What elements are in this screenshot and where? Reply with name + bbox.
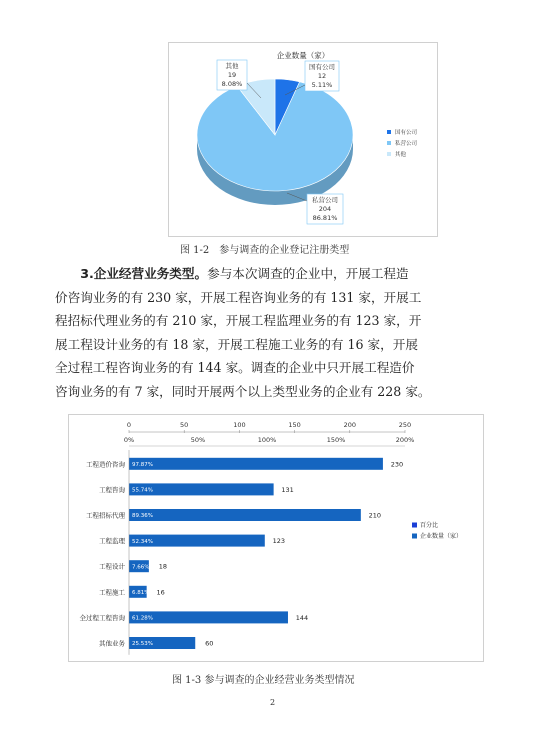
percent-data-label: 89.36% bbox=[132, 513, 153, 520]
paragraph-line-3: 程招标代理业务的有 210 家，开展工程监理业务的有 123 家，开 bbox=[55, 313, 422, 329]
count-data-label: 144 bbox=[295, 613, 309, 622]
svg-text:204: 204 bbox=[318, 205, 332, 213]
pie-chart-frame bbox=[168, 42, 438, 237]
page-number: 2 bbox=[270, 698, 276, 707]
count-data-label: 123 bbox=[272, 537, 286, 546]
percent-data-label: 6.81% bbox=[132, 590, 150, 596]
figure-caption-1-2: 图 1-2 参与调查的企业登记注册类型 bbox=[180, 245, 350, 256]
svg-text:86.81%: 86.81% bbox=[312, 214, 338, 222]
percent-data-label: 25.53% bbox=[132, 641, 153, 648]
pie-label-private bbox=[307, 194, 343, 224]
count-data-label: 210 bbox=[368, 511, 382, 520]
pie-chart bbox=[169, 43, 437, 236]
figure-caption-1-3: 图 1-3 参与调查的企业经营业务类型情况 bbox=[172, 675, 355, 686]
pie-label-state bbox=[305, 61, 339, 91]
percent-data-label: 55.74% bbox=[132, 487, 153, 494]
svg-text:其他: 其他 bbox=[395, 152, 407, 158]
legend-label: 百分比 bbox=[420, 522, 439, 529]
svg-text:5.11%: 5.11% bbox=[311, 81, 333, 89]
count-data-label: 60 bbox=[205, 639, 214, 648]
paragraph-heading: 3.企业经营业务类型。 bbox=[80, 266, 208, 281]
category-label: 全过程工程咨询 bbox=[79, 613, 125, 622]
svg-text:12: 12 bbox=[317, 72, 327, 80]
percent-tick-label: 200% bbox=[395, 436, 415, 444]
count-data-label: 16 bbox=[156, 588, 165, 597]
percent-tick-label: 0% bbox=[123, 436, 135, 444]
percent-tick-label: 150% bbox=[326, 436, 346, 444]
percent-tick-label: 50% bbox=[190, 436, 206, 444]
bar-chart-frame bbox=[68, 414, 484, 662]
legend-swatch bbox=[412, 523, 417, 528]
count-bar bbox=[129, 509, 361, 521]
percent-data-label: 7.66% bbox=[132, 564, 150, 571]
paragraph-line-6: 咨询业务的有 7 家，同时开展两个以上类型业务的企业有 228 家。 bbox=[55, 383, 431, 399]
svg-text:19: 19 bbox=[227, 71, 237, 79]
count-data-label: 18 bbox=[158, 562, 168, 571]
count-tick-label: 200 bbox=[343, 421, 357, 429]
percent-data-label: 61.28% bbox=[132, 615, 153, 622]
category-label: 工程造价咨询 bbox=[86, 460, 125, 469]
paragraph-line-5: 全过程工程咨询业务的有 144 家。调查的企业中只开展工程造价 bbox=[55, 360, 415, 376]
svg-text:私营公司: 私营公司 bbox=[312, 196, 338, 204]
count-tick-label: 250 bbox=[398, 421, 412, 429]
pie-legend bbox=[387, 128, 418, 158]
paragraph-line-4: 展工程设计业务的有 18 家，开展工程施工业务的有 16 家，开展 bbox=[55, 336, 418, 352]
category-label: 工程招标代理 bbox=[86, 511, 125, 520]
count-data-label: 131 bbox=[281, 485, 294, 494]
category-label: 工程咨询 bbox=[99, 485, 125, 494]
paragraph-line-2: 价咨询业务的有 230 家，开展工程咨询业务的有 131 家，开展工 bbox=[55, 289, 422, 305]
percent-data-label: 52.34% bbox=[132, 538, 153, 545]
category-label: 工程设计 bbox=[99, 562, 125, 571]
bar-chart bbox=[69, 415, 483, 661]
category-label: 其他业务 bbox=[99, 639, 125, 648]
svg-text:国有公司: 国有公司 bbox=[309, 63, 335, 71]
svg-text:其他: 其他 bbox=[225, 62, 239, 70]
count-tick-label: 50 bbox=[180, 421, 189, 429]
count-tick-label: 150 bbox=[288, 421, 301, 429]
percent-tick-label: 100% bbox=[257, 436, 277, 444]
count-data-label: 230 bbox=[390, 460, 404, 469]
count-bar bbox=[129, 458, 383, 470]
percent-data-label: 97.87% bbox=[132, 462, 153, 468]
pie-title: 企业数量（家） bbox=[276, 51, 330, 60]
svg-text:私营公司: 私营公司 bbox=[395, 141, 418, 147]
paragraph-line-1: 3.企业经营业务类型。参与本次调查的企业中，开展工程造 bbox=[80, 266, 409, 281]
category-label: 工程监理 bbox=[99, 537, 125, 546]
svg-text:8.08%: 8.08% bbox=[221, 80, 243, 88]
bar-legend bbox=[412, 521, 462, 540]
svg-text:国有公司: 国有公司 bbox=[395, 130, 418, 136]
category-label: 工程施工 bbox=[99, 588, 125, 597]
pie-label-other bbox=[217, 60, 247, 90]
business-type-paragraph bbox=[55, 262, 495, 404]
legend-swatch bbox=[412, 534, 417, 539]
count-tick-label: 100 bbox=[233, 421, 246, 429]
legend-label: 企业数量（家） bbox=[420, 533, 463, 540]
count-tick-label: 0 bbox=[126, 421, 132, 429]
